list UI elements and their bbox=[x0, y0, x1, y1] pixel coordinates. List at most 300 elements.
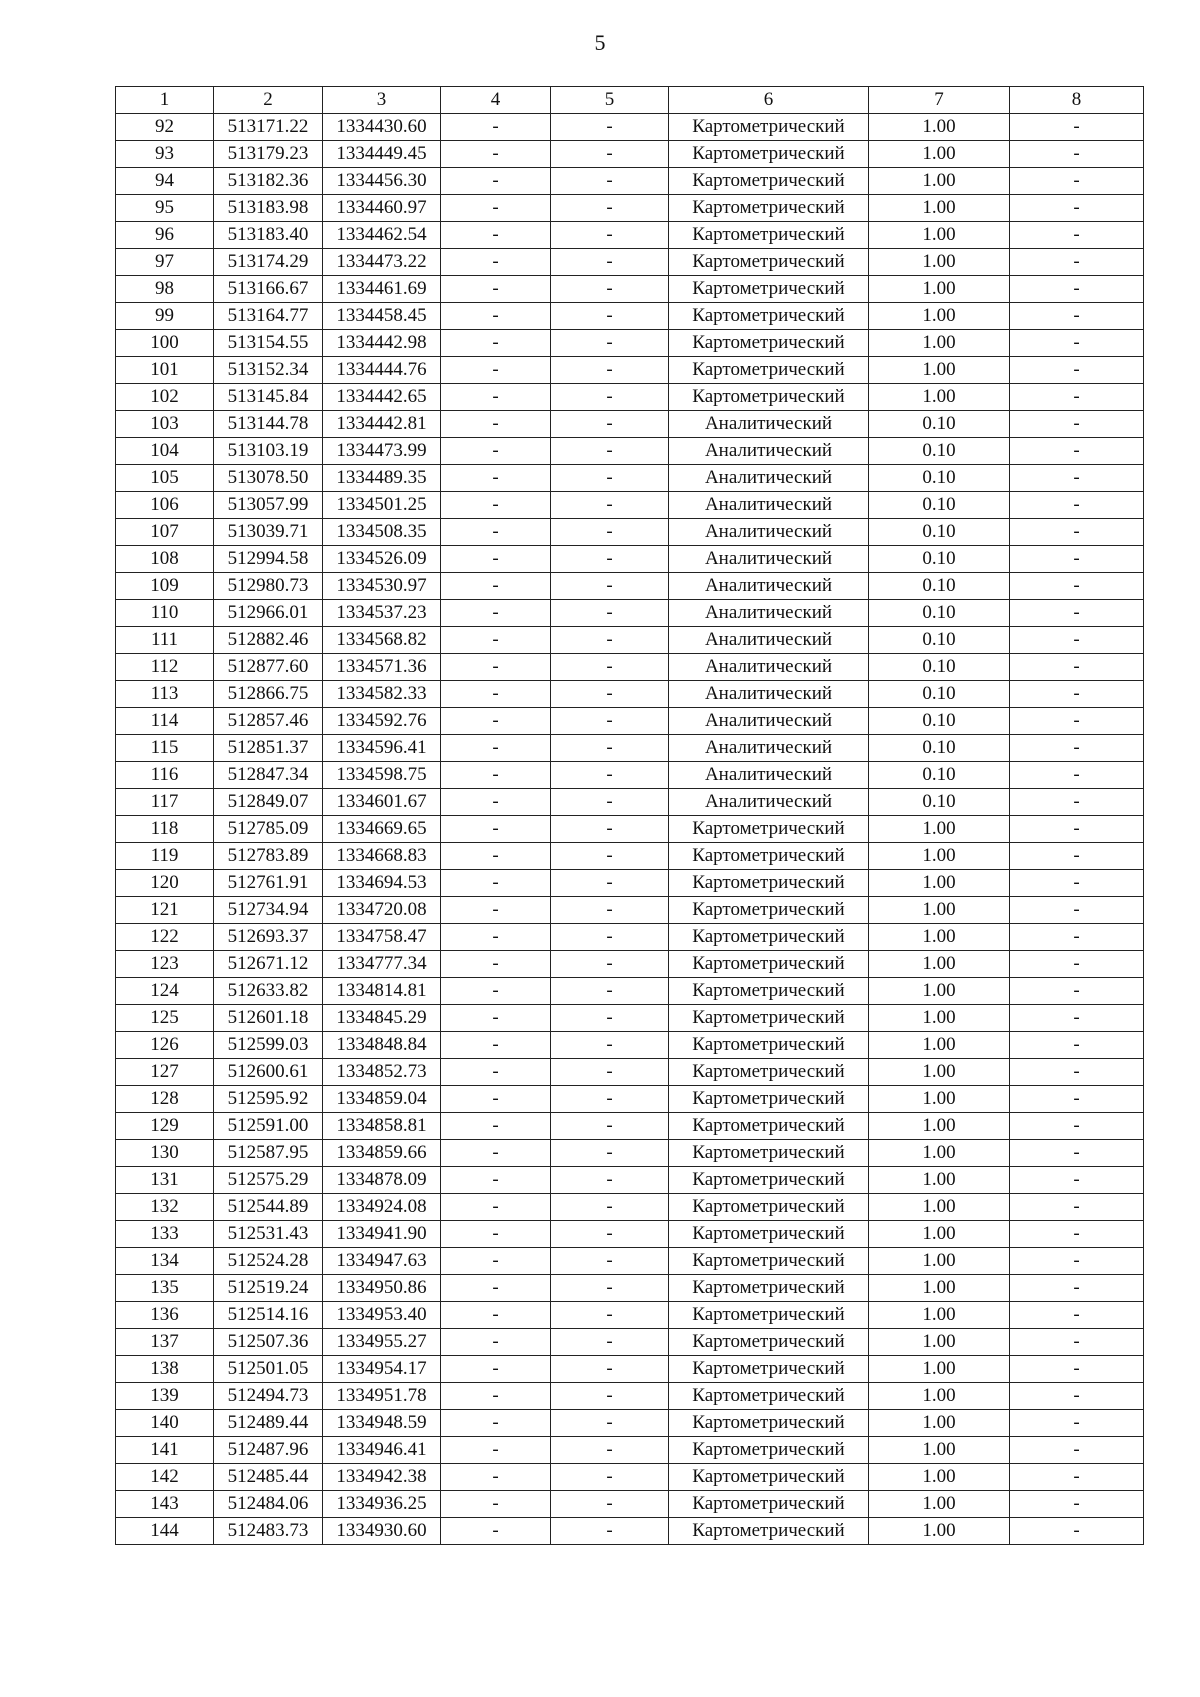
table-cell: 1334461.69 bbox=[323, 276, 441, 303]
table-cell: - bbox=[1010, 600, 1144, 627]
table-cell: 1.00 bbox=[869, 1491, 1010, 1518]
column-header: 5 bbox=[551, 87, 669, 114]
table-row bbox=[116, 951, 1144, 978]
table-cell: 512587.95 bbox=[214, 1140, 323, 1167]
table-cell: 512591.00 bbox=[214, 1113, 323, 1140]
table-cell: 102 bbox=[116, 384, 214, 411]
table-cell: Аналитический bbox=[669, 438, 869, 465]
table-cell: - bbox=[1010, 1059, 1144, 1086]
table-cell: Картометрический bbox=[669, 1464, 869, 1491]
table-cell: - bbox=[1010, 654, 1144, 681]
table-cell: 135 bbox=[116, 1275, 214, 1302]
table-cell: - bbox=[441, 303, 551, 330]
table-cell: 116 bbox=[116, 762, 214, 789]
table-cell: 512734.94 bbox=[214, 897, 323, 924]
table-cell: 1334568.82 bbox=[323, 627, 441, 654]
table-cell: Картометрический bbox=[669, 1113, 869, 1140]
table-cell: - bbox=[551, 573, 669, 600]
table-cell: - bbox=[441, 1329, 551, 1356]
table-cell: 141 bbox=[116, 1437, 214, 1464]
table-cell: - bbox=[551, 222, 669, 249]
table-cell: - bbox=[441, 1437, 551, 1464]
table-cell: 105 bbox=[116, 465, 214, 492]
table-cell: - bbox=[441, 735, 551, 762]
table-cell: - bbox=[1010, 330, 1144, 357]
table-cell: 512980.73 bbox=[214, 573, 323, 600]
table-cell: 1334598.75 bbox=[323, 762, 441, 789]
table-row bbox=[116, 465, 1144, 492]
table-cell: - bbox=[441, 1221, 551, 1248]
table-cell: - bbox=[441, 1464, 551, 1491]
table-cell: - bbox=[441, 438, 551, 465]
table-cell: 1334954.17 bbox=[323, 1356, 441, 1383]
table-cell: - bbox=[441, 1410, 551, 1437]
table-cell: 1.00 bbox=[869, 249, 1010, 276]
column-header: 3 bbox=[323, 87, 441, 114]
table-cell: - bbox=[551, 843, 669, 870]
table-cell: - bbox=[1010, 843, 1144, 870]
table-cell: Картометрический bbox=[669, 1167, 869, 1194]
table-row bbox=[116, 1356, 1144, 1383]
table-cell: 128 bbox=[116, 1086, 214, 1113]
table-cell: 142 bbox=[116, 1464, 214, 1491]
table-cell: 512783.89 bbox=[214, 843, 323, 870]
table-cell: Картометрический bbox=[669, 1221, 869, 1248]
table-cell: - bbox=[551, 141, 669, 168]
table-cell: 1334936.25 bbox=[323, 1491, 441, 1518]
table-cell: Аналитический bbox=[669, 465, 869, 492]
table-cell: - bbox=[441, 600, 551, 627]
column-header: 2 bbox=[214, 87, 323, 114]
table-cell: 512994.58 bbox=[214, 546, 323, 573]
table-cell: - bbox=[1010, 546, 1144, 573]
table-cell: Картометрический bbox=[669, 168, 869, 195]
table-row bbox=[116, 249, 1144, 276]
table-cell: 1334582.33 bbox=[323, 681, 441, 708]
table-cell: 513152.34 bbox=[214, 357, 323, 384]
table-row bbox=[116, 600, 1144, 627]
table-cell: - bbox=[1010, 627, 1144, 654]
table-cell: - bbox=[551, 1194, 669, 1221]
table-cell: 0.10 bbox=[869, 519, 1010, 546]
table-cell: 143 bbox=[116, 1491, 214, 1518]
table-cell: 1.00 bbox=[869, 1113, 1010, 1140]
table-cell: Аналитический bbox=[669, 600, 869, 627]
table-cell: 0.10 bbox=[869, 708, 1010, 735]
table-cell: Картометрический bbox=[669, 1275, 869, 1302]
table-cell: 512847.34 bbox=[214, 762, 323, 789]
table-cell: Картометрический bbox=[669, 1356, 869, 1383]
table-cell: 1.00 bbox=[869, 951, 1010, 978]
table-row bbox=[116, 141, 1144, 168]
table-cell: 96 bbox=[116, 222, 214, 249]
table-cell: 513154.55 bbox=[214, 330, 323, 357]
table-cell: - bbox=[1010, 1329, 1144, 1356]
table-cell: - bbox=[441, 1275, 551, 1302]
table-cell: - bbox=[551, 951, 669, 978]
table-cell: - bbox=[551, 465, 669, 492]
table-cell: - bbox=[1010, 357, 1144, 384]
table-cell: 513179.23 bbox=[214, 141, 323, 168]
table-cell: - bbox=[441, 924, 551, 951]
table-row bbox=[116, 924, 1144, 951]
table-cell: - bbox=[441, 1032, 551, 1059]
table-cell: 123 bbox=[116, 951, 214, 978]
table-cell: - bbox=[1010, 303, 1144, 330]
table-cell: Картометрический bbox=[669, 330, 869, 357]
table-cell: 134 bbox=[116, 1248, 214, 1275]
table-cell: 1.00 bbox=[869, 1437, 1010, 1464]
table-cell: 512544.89 bbox=[214, 1194, 323, 1221]
table-cell: - bbox=[551, 897, 669, 924]
table-cell: - bbox=[441, 1194, 551, 1221]
table-cell: 512524.28 bbox=[214, 1248, 323, 1275]
table-cell: - bbox=[551, 816, 669, 843]
table-row bbox=[116, 114, 1144, 141]
table-cell: - bbox=[1010, 1410, 1144, 1437]
table-cell: - bbox=[1010, 1248, 1144, 1275]
table-cell: 138 bbox=[116, 1356, 214, 1383]
table-row bbox=[116, 573, 1144, 600]
table-cell: - bbox=[551, 1005, 669, 1032]
table-cell: - bbox=[551, 681, 669, 708]
table-cell: 1334537.23 bbox=[323, 600, 441, 627]
table-row bbox=[116, 708, 1144, 735]
table-cell: 1.00 bbox=[869, 1167, 1010, 1194]
table-cell: - bbox=[1010, 519, 1144, 546]
table-cell: - bbox=[1010, 789, 1144, 816]
table-cell: - bbox=[551, 1437, 669, 1464]
table-cell: - bbox=[441, 1356, 551, 1383]
table-cell: Картометрический bbox=[669, 114, 869, 141]
table-cell: 1334955.27 bbox=[323, 1329, 441, 1356]
table-cell: 1334878.09 bbox=[323, 1167, 441, 1194]
table-cell: 104 bbox=[116, 438, 214, 465]
table-cell: 1.00 bbox=[869, 168, 1010, 195]
table-cell: - bbox=[441, 222, 551, 249]
table-cell: Картометрический bbox=[669, 249, 869, 276]
table-cell: - bbox=[1010, 1140, 1144, 1167]
table-cell: 1.00 bbox=[869, 357, 1010, 384]
table-cell: Аналитический bbox=[669, 654, 869, 681]
table-cell: 513166.67 bbox=[214, 276, 323, 303]
table-cell: - bbox=[1010, 1302, 1144, 1329]
table-cell: 512489.44 bbox=[214, 1410, 323, 1437]
table-cell: - bbox=[1010, 438, 1144, 465]
table-cell: 107 bbox=[116, 519, 214, 546]
table-cell: - bbox=[441, 681, 551, 708]
table-cell: - bbox=[1010, 978, 1144, 1005]
table-cell: Картометрический bbox=[669, 1140, 869, 1167]
table-cell: 1.00 bbox=[869, 276, 1010, 303]
table-cell: 0.10 bbox=[869, 654, 1010, 681]
table-cell: 1334430.60 bbox=[323, 114, 441, 141]
table-cell: Картометрический bbox=[669, 384, 869, 411]
table-cell: 1334694.53 bbox=[323, 870, 441, 897]
table-cell: 512487.96 bbox=[214, 1437, 323, 1464]
table-cell: Аналитический bbox=[669, 519, 869, 546]
table-cell: Картометрический bbox=[669, 1518, 869, 1545]
table-cell: 95 bbox=[116, 195, 214, 222]
table-cell: 513039.71 bbox=[214, 519, 323, 546]
table-cell: 139 bbox=[116, 1383, 214, 1410]
table-cell: 1.00 bbox=[869, 1383, 1010, 1410]
table-cell: 1.00 bbox=[869, 1302, 1010, 1329]
table-cell: Картометрический bbox=[669, 978, 869, 1005]
table-cell: - bbox=[551, 1329, 669, 1356]
table-cell: - bbox=[551, 411, 669, 438]
table-cell: 1334458.45 bbox=[323, 303, 441, 330]
table-cell: 1.00 bbox=[869, 1248, 1010, 1275]
table-cell: 1.00 bbox=[869, 816, 1010, 843]
table-cell: - bbox=[441, 114, 551, 141]
table-row bbox=[116, 1329, 1144, 1356]
table-row bbox=[116, 870, 1144, 897]
table-cell: - bbox=[441, 870, 551, 897]
table-cell: 1334852.73 bbox=[323, 1059, 441, 1086]
table-cell: Аналитический bbox=[669, 573, 869, 600]
table-cell: 1334953.40 bbox=[323, 1302, 441, 1329]
table-cell: - bbox=[1010, 1275, 1144, 1302]
table-cell: - bbox=[1010, 1032, 1144, 1059]
table-cell: - bbox=[441, 276, 551, 303]
table-cell: - bbox=[441, 1086, 551, 1113]
table-cell: - bbox=[441, 249, 551, 276]
table-cell: 0.10 bbox=[869, 789, 1010, 816]
table-cell: 512519.24 bbox=[214, 1275, 323, 1302]
table-cell: 1334530.97 bbox=[323, 573, 441, 600]
table-cell: 101 bbox=[116, 357, 214, 384]
table-cell: - bbox=[441, 1302, 551, 1329]
table-cell: - bbox=[441, 654, 551, 681]
table-cell: - bbox=[441, 1059, 551, 1086]
table-cell: - bbox=[551, 357, 669, 384]
table-cell: 122 bbox=[116, 924, 214, 951]
table-cell: - bbox=[551, 1167, 669, 1194]
table-cell: 0.10 bbox=[869, 762, 1010, 789]
table-body bbox=[116, 114, 1144, 1545]
table-row bbox=[116, 438, 1144, 465]
table-cell: - bbox=[1010, 1005, 1144, 1032]
table-cell: 1334601.67 bbox=[323, 789, 441, 816]
table-cell: 512484.06 bbox=[214, 1491, 323, 1518]
table-cell: Картометрический bbox=[669, 141, 869, 168]
table-cell: 1.00 bbox=[869, 384, 1010, 411]
table-row bbox=[116, 1113, 1144, 1140]
table-cell: 512851.37 bbox=[214, 735, 323, 762]
table-cell: - bbox=[551, 114, 669, 141]
table-cell: - bbox=[441, 384, 551, 411]
table-cell: - bbox=[1010, 1491, 1144, 1518]
table-cell: 1334460.97 bbox=[323, 195, 441, 222]
table-cell: Картометрический bbox=[669, 1005, 869, 1032]
table-cell: 119 bbox=[116, 843, 214, 870]
table-row bbox=[116, 303, 1144, 330]
table-cell: 1334951.78 bbox=[323, 1383, 441, 1410]
table-cell: - bbox=[1010, 114, 1144, 141]
table-row bbox=[116, 357, 1144, 384]
table-cell: - bbox=[441, 789, 551, 816]
table-cell: 1.00 bbox=[869, 978, 1010, 1005]
table-cell: 1334924.08 bbox=[323, 1194, 441, 1221]
table-cell: 129 bbox=[116, 1113, 214, 1140]
table-cell: Картометрический bbox=[669, 1383, 869, 1410]
table-cell: - bbox=[441, 1005, 551, 1032]
table-cell: 1334473.99 bbox=[323, 438, 441, 465]
table-cell: 513171.22 bbox=[214, 114, 323, 141]
table-cell: Аналитический bbox=[669, 681, 869, 708]
table-cell: - bbox=[551, 330, 669, 357]
table-cell: - bbox=[1010, 1113, 1144, 1140]
table-cell: - bbox=[551, 492, 669, 519]
table-cell: 513182.36 bbox=[214, 168, 323, 195]
table-cell: - bbox=[1010, 816, 1144, 843]
table-cell: - bbox=[1010, 924, 1144, 951]
table-cell: 1334449.45 bbox=[323, 141, 441, 168]
table-cell: - bbox=[441, 1248, 551, 1275]
table-cell: - bbox=[551, 708, 669, 735]
table-cell: 1334859.04 bbox=[323, 1086, 441, 1113]
table-cell: - bbox=[551, 1464, 669, 1491]
table-cell: - bbox=[441, 627, 551, 654]
table-cell: 99 bbox=[116, 303, 214, 330]
table-cell: 512761.91 bbox=[214, 870, 323, 897]
table-cell: - bbox=[551, 627, 669, 654]
table-cell: 1334473.22 bbox=[323, 249, 441, 276]
table-cell: 512595.92 bbox=[214, 1086, 323, 1113]
table-cell: Аналитический bbox=[669, 708, 869, 735]
table-cell: 103 bbox=[116, 411, 214, 438]
table-row bbox=[116, 195, 1144, 222]
table-header bbox=[116, 87, 1144, 114]
table-cell: 512671.12 bbox=[214, 951, 323, 978]
table-cell: - bbox=[1010, 465, 1144, 492]
table-cell: Картометрический bbox=[669, 1248, 869, 1275]
table-cell: Картометрический bbox=[669, 357, 869, 384]
table-cell: - bbox=[551, 1518, 669, 1545]
table-cell: 0.10 bbox=[869, 492, 1010, 519]
table-cell: 136 bbox=[116, 1302, 214, 1329]
column-header: 4 bbox=[441, 87, 551, 114]
table-cell: 512494.73 bbox=[214, 1383, 323, 1410]
table-cell: 1.00 bbox=[869, 222, 1010, 249]
table-cell: 106 bbox=[116, 492, 214, 519]
table-cell: 1334848.84 bbox=[323, 1032, 441, 1059]
table-row bbox=[116, 222, 1144, 249]
table-cell: - bbox=[441, 141, 551, 168]
table-cell: 93 bbox=[116, 141, 214, 168]
table-cell: 512633.82 bbox=[214, 978, 323, 1005]
table-row bbox=[116, 1167, 1144, 1194]
table-cell: 1334941.90 bbox=[323, 1221, 441, 1248]
table-cell: 1.00 bbox=[869, 1464, 1010, 1491]
table-row bbox=[116, 276, 1144, 303]
table-cell: 110 bbox=[116, 600, 214, 627]
table-row bbox=[116, 843, 1144, 870]
table-cell: 512882.46 bbox=[214, 627, 323, 654]
table-row bbox=[116, 1464, 1144, 1491]
table-cell: - bbox=[1010, 573, 1144, 600]
table-cell: 512693.37 bbox=[214, 924, 323, 951]
table-cell: 512849.07 bbox=[214, 789, 323, 816]
table-cell: 1334814.81 bbox=[323, 978, 441, 1005]
column-header: 1 bbox=[116, 87, 214, 114]
table-row bbox=[116, 168, 1144, 195]
table-cell: - bbox=[1010, 1464, 1144, 1491]
table-cell: 1.00 bbox=[869, 1275, 1010, 1302]
table-cell: - bbox=[1010, 492, 1144, 519]
table-cell: Картометрический bbox=[669, 843, 869, 870]
table-cell: 512501.05 bbox=[214, 1356, 323, 1383]
table-cell: - bbox=[441, 1113, 551, 1140]
table-cell: - bbox=[551, 1221, 669, 1248]
table-cell: 121 bbox=[116, 897, 214, 924]
table-cell: - bbox=[441, 1383, 551, 1410]
table-cell: 112 bbox=[116, 654, 214, 681]
table-cell: Аналитический bbox=[669, 762, 869, 789]
table-cell: Аналитический bbox=[669, 627, 869, 654]
table-cell: - bbox=[441, 1491, 551, 1518]
table-cell: 1334456.30 bbox=[323, 168, 441, 195]
table-cell: Картометрический bbox=[669, 303, 869, 330]
table-cell: 1334596.41 bbox=[323, 735, 441, 762]
table-cell: - bbox=[441, 357, 551, 384]
table-cell: - bbox=[441, 1167, 551, 1194]
table-cell: 1.00 bbox=[869, 1059, 1010, 1086]
table-cell: - bbox=[441, 978, 551, 1005]
table-cell: - bbox=[1010, 195, 1144, 222]
table-cell: 512877.60 bbox=[214, 654, 323, 681]
table-cell: - bbox=[551, 195, 669, 222]
table-cell: 1334720.08 bbox=[323, 897, 441, 924]
table-row bbox=[116, 1248, 1144, 1275]
table-row bbox=[116, 816, 1144, 843]
table-row bbox=[116, 1059, 1144, 1086]
table-cell: - bbox=[1010, 1086, 1144, 1113]
table-cell: 0.10 bbox=[869, 627, 1010, 654]
table-cell: - bbox=[1010, 1221, 1144, 1248]
table-cell: - bbox=[1010, 1167, 1144, 1194]
table-cell: 113 bbox=[116, 681, 214, 708]
header-row bbox=[116, 87, 1144, 114]
table-cell: - bbox=[551, 600, 669, 627]
column-header: 6 bbox=[669, 87, 869, 114]
table-cell: - bbox=[551, 870, 669, 897]
table-cell: 513145.84 bbox=[214, 384, 323, 411]
table-cell: - bbox=[1010, 951, 1144, 978]
table-row bbox=[116, 1086, 1144, 1113]
table-cell: 0.10 bbox=[869, 600, 1010, 627]
table-row bbox=[116, 384, 1144, 411]
table-row bbox=[116, 411, 1144, 438]
table-cell: - bbox=[441, 951, 551, 978]
table-cell: 1.00 bbox=[869, 897, 1010, 924]
table-cell: 1334501.25 bbox=[323, 492, 441, 519]
table-cell: 1334669.65 bbox=[323, 816, 441, 843]
table-cell: 94 bbox=[116, 168, 214, 195]
table-cell: 127 bbox=[116, 1059, 214, 1086]
table-cell: 118 bbox=[116, 816, 214, 843]
table-cell: 513183.40 bbox=[214, 222, 323, 249]
table-cell: 109 bbox=[116, 573, 214, 600]
table-row bbox=[116, 330, 1144, 357]
table-cell: 0.10 bbox=[869, 735, 1010, 762]
table-cell: - bbox=[1010, 168, 1144, 195]
table-cell: 114 bbox=[116, 708, 214, 735]
table-cell: - bbox=[1010, 735, 1144, 762]
table-cell: 111 bbox=[116, 627, 214, 654]
table-cell: 120 bbox=[116, 870, 214, 897]
